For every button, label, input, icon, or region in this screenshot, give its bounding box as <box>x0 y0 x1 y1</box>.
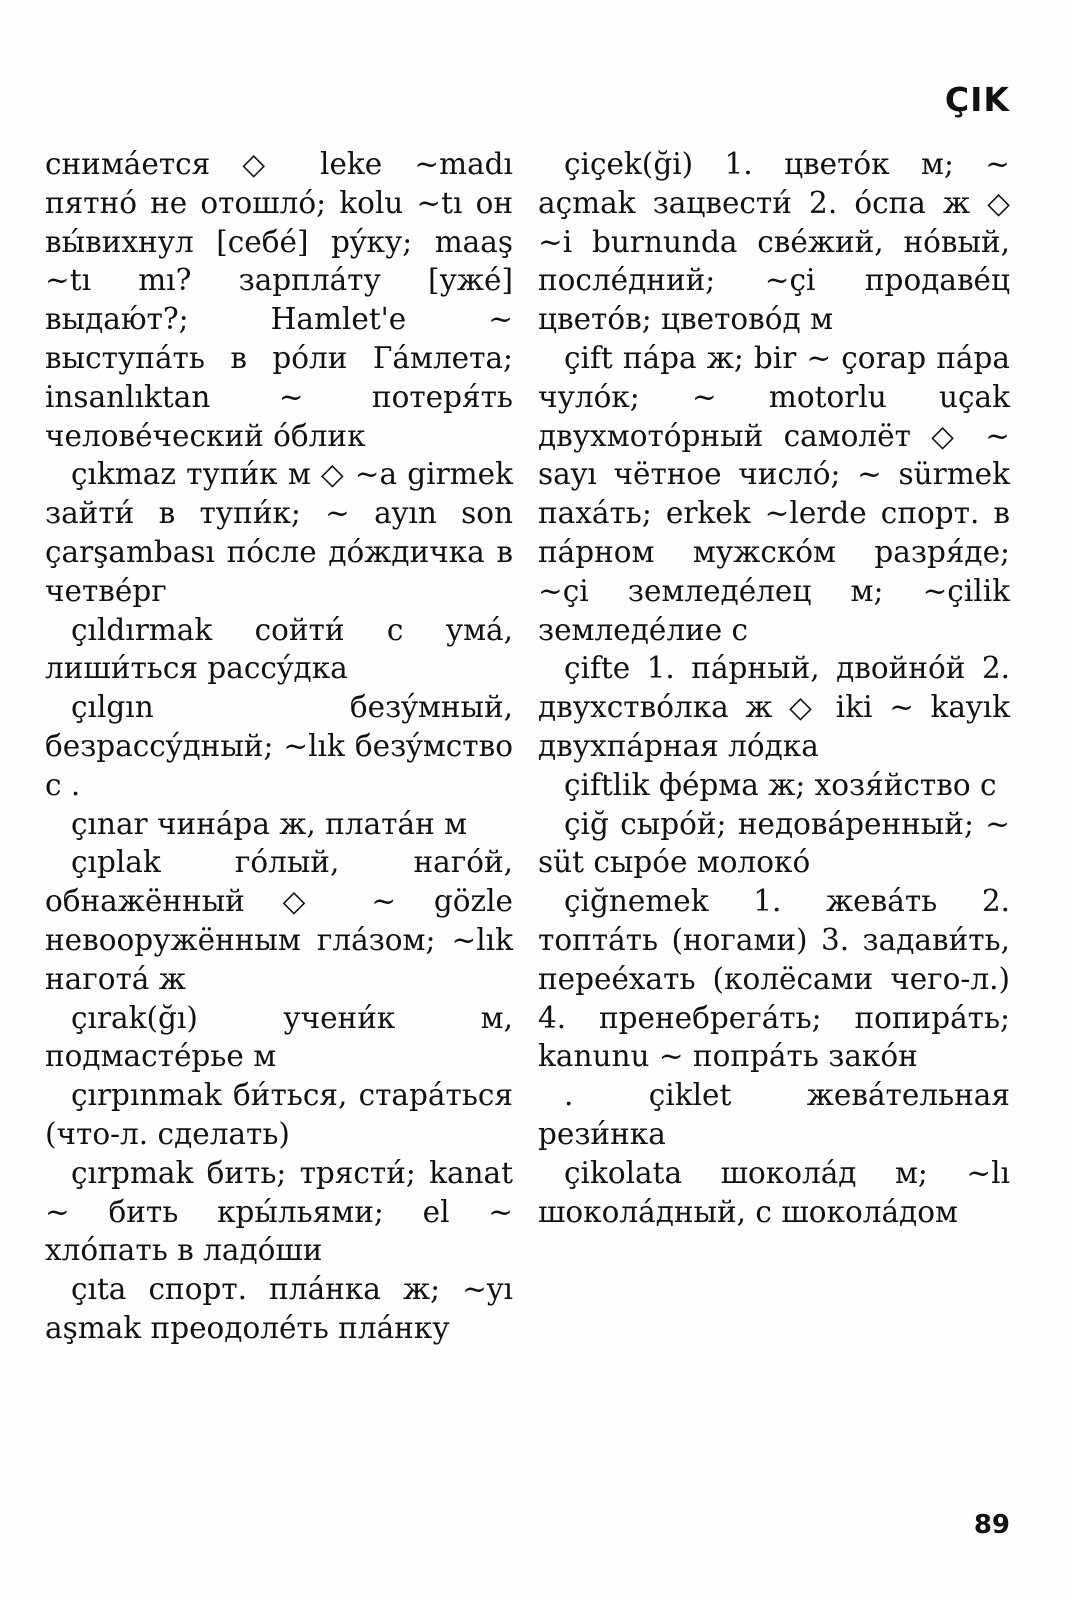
dictionary-entry: . çiklet жевáтельная рези́нка <box>538 1078 1010 1151</box>
dictionary-entry: çifte 1. пáрный, двойнóй 2. двухствóлка ж ◇ iki ∼ kayık двухпáрная лóдка <box>538 651 1010 763</box>
dictionary-entry: çıta спорт. плáнка ж; ∼yı aşmak преодолéть плáнку <box>45 1272 513 1345</box>
dictionary-entry: çırak(ğı) учени́к м, подмастéрье м <box>45 1000 513 1074</box>
dictionary-entry: çift пáра ж; bir ∼ çorap пáра чулóк; ∼ motorlu uçak двухмотóрный самолёт ◇ ∼ sayı чётное числó; ∼ sürmek пахáть; erkek ∼lerde спорт. в пáрном мужскóм разря́де; ∼çi земледе́лец м; ∼çilik земледе́лие с <box>538 340 1010 647</box>
page-number: 89 <box>973 1510 1010 1540</box>
dictionary-entry: çiftlik фéрма ж; хозя́йство с <box>564 767 997 802</box>
dictionary-entry: çikolata шоколáд м; ∼lı шоколáдный, с шоколáдом <box>538 1155 1010 1229</box>
dictionary-entry: çılgın безýмный, безрассýдный; ∼lık безýмство с . <box>45 690 513 802</box>
dictionary-entry: снимáется ◇ leke ∼madı пятнó не отошлó; kolu ∼tı он вы́вихнул [себé] рýку; maaş ∼tı mı? зарплáту [ужé] выдаю́т?; Hamlet'e ∼ выступáть в рóли Гáмлета; insanlıktan ∼ потеря́ть человéческий óблик <box>45 147 513 453</box>
left-column <box>45 145 513 1348</box>
dictionary-entry: çiçek(ği) 1. цветóк м; ∼ açmak зацвести́ 2. óспа ж ◇ ∼i burnunda свéжий, нóвый, послéдний; ∼çi продавéц цветóв; цветовóд м <box>538 147 1010 337</box>
page-header: ÇIK <box>944 80 1010 119</box>
dictionary-entry: çıldırmak сойти́ с умá, лиши́ться рассýдка <box>45 612 513 686</box>
dictionary-entry: çınar чинáра ж, платáн м <box>71 806 468 841</box>
right-column <box>538 145 1010 1231</box>
dictionary-entry: çıkmaz тупи́к м ◇ ∼a girmek зайти́ в тупи́к; ∼ ayın son çarşambası пóсле дóждичка в четвéрг <box>45 457 513 608</box>
dictionary-entry: çiğ сырóй; недовáренный; ∼ süt сырóе молокó <box>538 806 1010 880</box>
dictionary-entry: çırpınmak би́ться, старáться (что-л. сделать) <box>45 1078 513 1151</box>
dictionary-entry: çiğnemek 1. жевáть 2. топтáть (ногами) 3. задави́ть, переéхать (колёсами чего-л.) 4. пренебрегáть; попирáть; kanunu ∼ попрáть закóн <box>538 884 1010 1074</box>
dictionary-entry: çıplak гóлый, нагóй, обнажённый ◇ ∼ gözle невооружённым глáзом; ∼lık наготá ж <box>45 845 513 996</box>
dictionary-entry: çırpmak бить; трясти́; kanat ∼ бить кры́льями; el ∼ хлóпать в ладóши <box>45 1155 513 1268</box>
